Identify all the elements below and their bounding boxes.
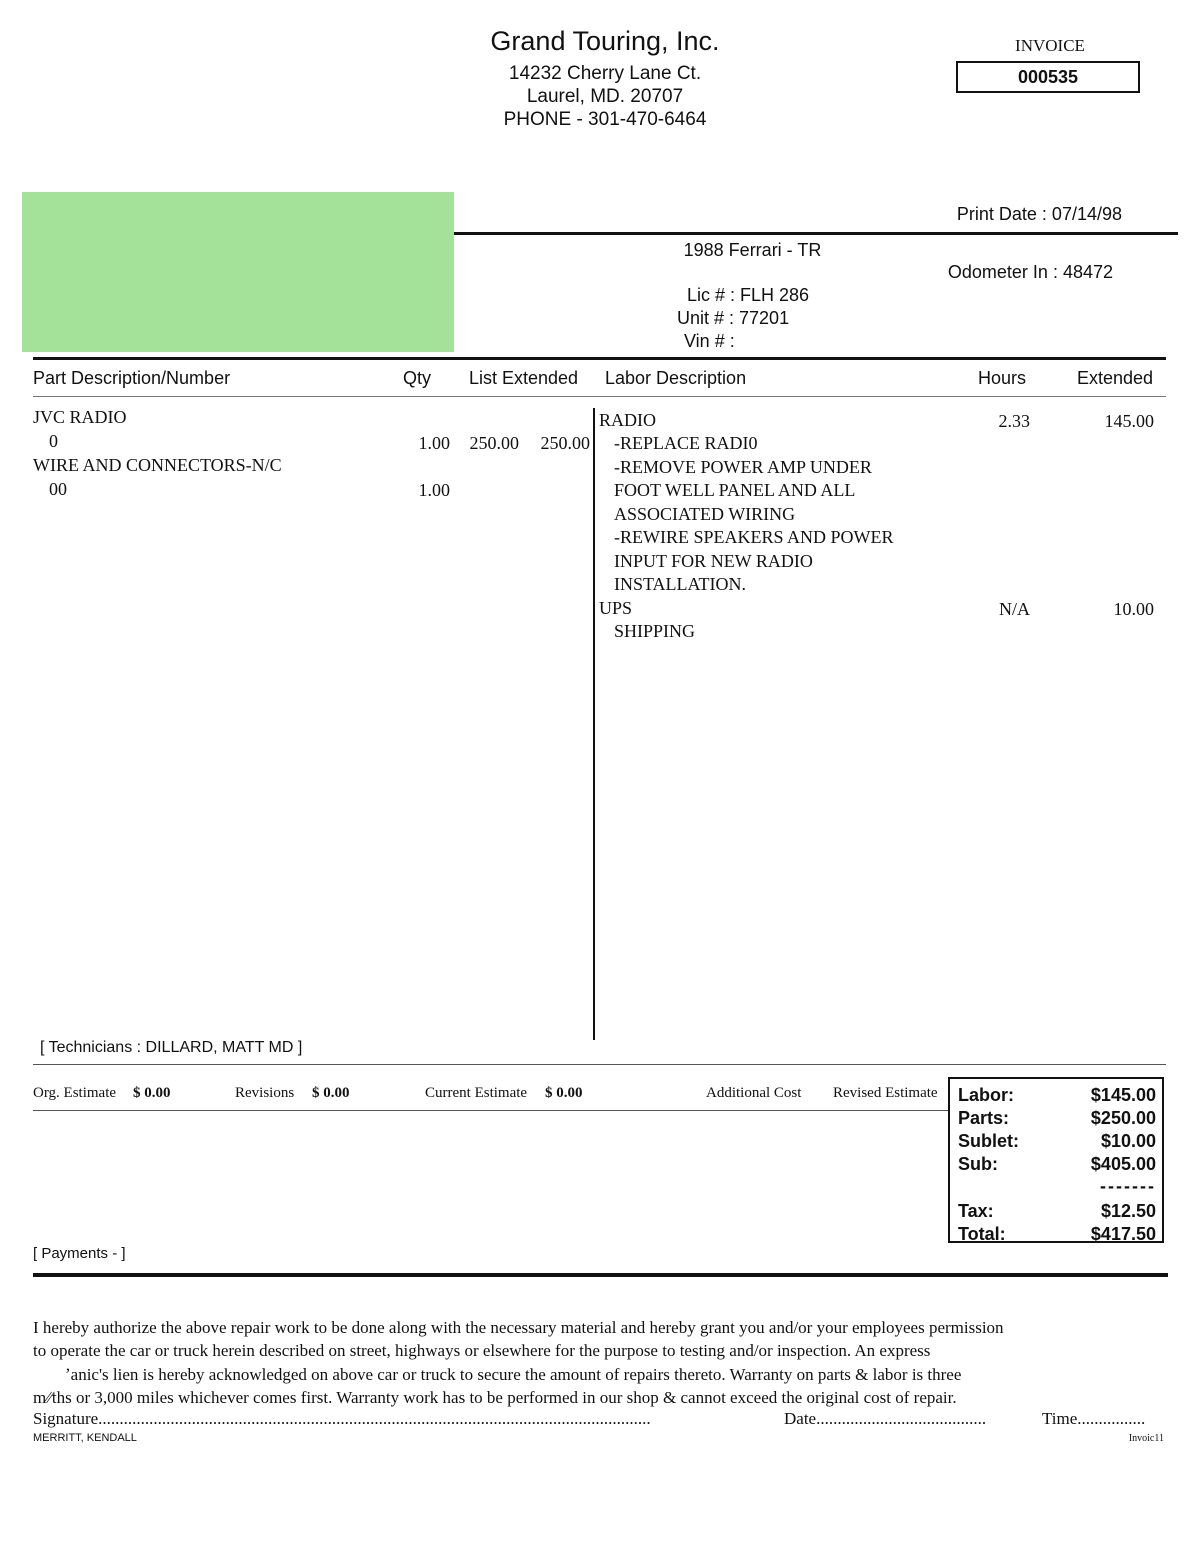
part-list: 250.00 — [469, 433, 519, 453]
part-description: WIRE AND CONNECTORS-N/C — [33, 455, 282, 475]
odometer-reading: Odometer In : 48472 — [947, 262, 1113, 282]
current-estimate-value: $ 0.00 — [545, 1085, 583, 1101]
labor-extended: 10.00 — [1113, 599, 1154, 619]
payments: [ Payments - ] — [33, 1245, 126, 1262]
labor-line: -REMOVE POWER AMP UNDER — [614, 457, 872, 477]
technicians: [ Technicians : DILLARD, MATT MD ] — [40, 1039, 303, 1056]
license-number: Lic # : FLH 286 — [687, 285, 810, 305]
divider-technicians — [33, 1064, 1166, 1065]
redaction-sticker — [22, 192, 454, 352]
totals-separator: ------- — [1100, 1176, 1156, 1196]
labor-extended: 145.00 — [1104, 411, 1154, 431]
invoice-number: 000535 — [956, 61, 1140, 93]
sublet-total-label: Sublet: — [958, 1131, 1019, 1151]
authorization-line: m∕∕ths or 3,000 miles whichever comes first. Warranty work has to be performed in our shop & cannot exceed the original cost of repair. — [33, 1387, 957, 1407]
labor-hours: N/A — [999, 599, 1030, 619]
company-phone: PHONE - 301-470-6464 — [503, 109, 707, 130]
divider-table-top — [33, 357, 1166, 360]
part-qty: 1.00 — [418, 480, 450, 500]
labor-line: INPUT FOR NEW RADIO — [614, 551, 813, 571]
labor-line: -REWIRE SPEAKERS AND POWER — [614, 527, 894, 547]
authorization-line: I hereby authorize the above repair work to be done along with the necessary material and hereby grant you and/or your employees permission — [33, 1318, 1004, 1337]
form-id: Invoic11 — [1128, 1433, 1164, 1444]
grand-total-label: Total: — [958, 1224, 1006, 1244]
company-address-line1: 14232 Cherry Lane Ct. — [508, 63, 702, 84]
subtotal-label: Sub: — [958, 1154, 998, 1174]
grand-total-value: $417.50 — [1090, 1224, 1156, 1244]
labor-total-value: $145.00 — [1090, 1085, 1156, 1105]
part-description: JVC RADIO — [33, 407, 127, 427]
date-line: Date........................................ — [784, 1409, 987, 1428]
labor-total-label: Labor: — [958, 1085, 1014, 1105]
labor-line: FOOT WELL PANEL AND ALL — [614, 480, 856, 500]
column-divider — [593, 408, 595, 1040]
part-qty: 1.00 — [418, 433, 450, 453]
company-address-line2: Laurel, MD. 20707 — [526, 86, 684, 107]
authorization-line: to operate the car or truck herein described on street, highways or elsewhere for the purpose to testing and/or inspection. An express — [33, 1341, 931, 1361]
service-advisor: MERRITT, KENDALL — [33, 1432, 137, 1444]
print-date: Print Date : 07/14/98 — [956, 204, 1122, 224]
additional-cost-label: Additional Cost — [706, 1085, 802, 1101]
col-header-hours: Hours — [978, 368, 1027, 388]
col-header-qty: Qty — [403, 368, 432, 388]
labor-line: SHIPPING — [614, 621, 696, 641]
subtotal-value: $405.00 — [1090, 1154, 1156, 1174]
tax-value: $12.50 — [1100, 1201, 1156, 1221]
parts-total-value: $250.00 — [1090, 1108, 1156, 1128]
totals-box — [948, 1077, 1164, 1243]
col-header-extended: Extended — [1077, 368, 1154, 388]
revisions-label: Revisions — [235, 1085, 295, 1101]
part-number: 00 — [49, 479, 67, 499]
signature-line: Signature.................................................................................................................................. — [33, 1409, 651, 1428]
divider-vehicle-top — [454, 232, 1178, 235]
labor-line: INSTALLATION. — [614, 574, 747, 594]
company-name: Grand Touring, Inc. — [490, 26, 720, 56]
invoice-label: INVOICE — [1015, 36, 1085, 55]
labor-title: UPS — [599, 598, 633, 618]
divider-table-header — [33, 396, 1166, 397]
org-estimate-value: $ 0.00 — [133, 1085, 171, 1101]
tax-label: Tax: — [958, 1201, 994, 1221]
part-number: 0 — [49, 431, 58, 451]
vehicle-description: 1988 Ferrari - TR — [683, 240, 822, 260]
part-extended: 250.00 — [540, 433, 590, 453]
unit-number: Unit # : 77201 — [677, 308, 790, 328]
vin-number: Vin # : — [684, 331, 735, 351]
time-line: Time................ — [1042, 1409, 1146, 1428]
divider-payments — [33, 1273, 1168, 1277]
revised-estimate-label: Revised Estimate — [833, 1085, 938, 1101]
sublet-total-value: $10.00 — [1100, 1131, 1156, 1151]
col-header-list-extended: List Extended — [469, 368, 579, 388]
labor-line: -REPLACE RADI0 — [614, 433, 758, 453]
revisions-value: $ 0.00 — [312, 1085, 350, 1101]
labor-title: RADIO — [599, 410, 656, 430]
authorization-text — [33, 1316, 1168, 1409]
labor-line: ASSOCIATED WIRING — [614, 504, 796, 524]
col-header-part: Part Description/Number — [33, 368, 231, 388]
org-estimate-label: Org. Estimate — [33, 1085, 117, 1101]
current-estimate-label: Current Estimate — [425, 1085, 528, 1101]
divider-estimates — [33, 1110, 948, 1111]
labor-hours: 2.33 — [998, 411, 1030, 431]
col-header-labor: Labor Description — [605, 368, 747, 388]
parts-total-label: Parts: — [958, 1108, 1010, 1128]
authorization-line: ʼanic's lien is hereby acknowledged on above car or truck to secure the amount of repairs thereto. Warranty on parts & labor is three — [65, 1364, 962, 1384]
